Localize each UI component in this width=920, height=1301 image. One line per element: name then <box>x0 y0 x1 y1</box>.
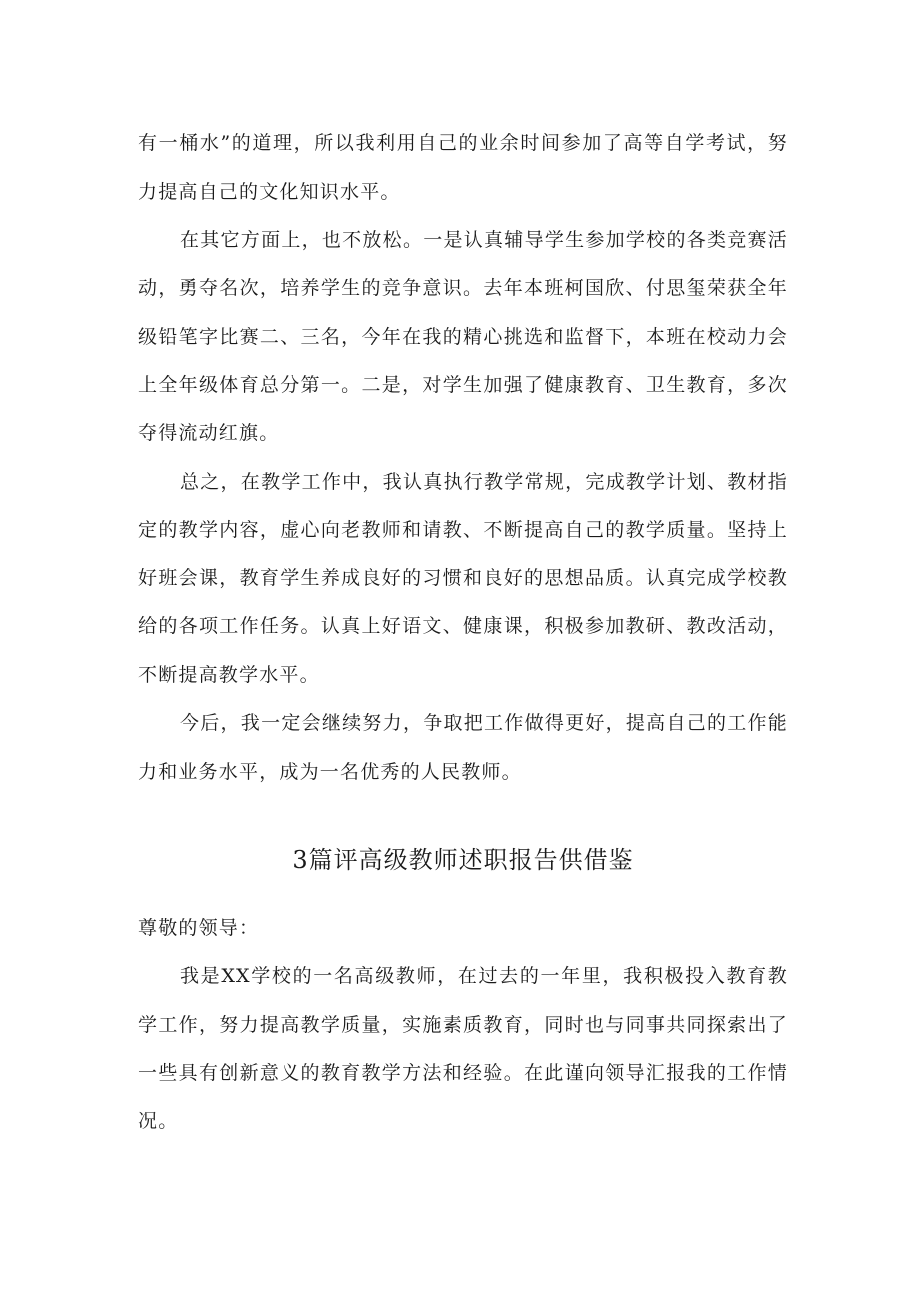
salutation: 尊敬的领导： <box>138 917 260 939</box>
section-title: 3篇评高级教师述职报告供借鉴 <box>292 846 634 874</box>
paragraph-2-line-4: 上全年级体育总分第一。二是，对学生加强了健康教育、卫生教育，多次 <box>138 374 788 396</box>
paragraph-5-line-1: 我是XX学校的一名高级教师，在过去的一年里，我积极投入教育教 <box>180 965 788 987</box>
paragraph-5-line-2: 学工作，努力提高教学质量，实施素质教育，同时也与同事共同探索出了 <box>138 1014 788 1036</box>
paragraph-2-line-2: 动，勇夺名次，培养学生的竞争意识。去年本班柯国欣、付思玺荣获全年 <box>138 277 788 299</box>
paragraph-3-line-5: 不断提高教学水平。 <box>138 664 320 686</box>
paragraph-1-line-1: 有一桶水”的道理，所以我利用自己的业余时间参加了高等自学考试，努 <box>138 132 788 154</box>
paragraph-2-line-1: 在其它方面上，也不放松。一是认真辅导学生参加学校的各类竞赛活 <box>180 229 788 251</box>
paragraph-3-line-3: 好班会课，教育学生养成良好的习惯和良好的思想品质。认真完成学校教 <box>138 567 788 589</box>
paragraph-3-line-1: 总之，在教学工作中，我认真执行教学常规，完成教学计划、教材指 <box>180 471 788 493</box>
paragraph-5-line-4: 况。 <box>138 1110 179 1132</box>
paragraph-4-line-2: 力和业务水平，成为一名优秀的人民教师。 <box>138 761 522 783</box>
paragraph-2-line-3: 级铅笔字比赛二、三名，今年在我的精心挑选和监督下，本班在校动力会 <box>138 326 788 348</box>
paragraph-5-line-3: 一些具有创新意义的教育教学方法和经验。在此谨向领导汇报我的工作情 <box>138 1062 788 1084</box>
paragraph-1-line-2: 力提高自己的文化知识水平。 <box>138 181 401 203</box>
paragraph-4-line-1: 今后，我一定会继续努力，争取把工作做得更好，提高自己的工作能 <box>180 712 788 734</box>
paragraph-3-line-4: 给的各项工作任务。认真上好语文、健康课，积极参加教研、教改活动， <box>138 615 788 637</box>
paragraph-3-line-2: 定的教学内容，虚心向老教师和请教、不断提高自己的教学质量。坚持上 <box>138 519 788 541</box>
paragraph-2-line-5: 夺得流动红旗。 <box>138 422 280 444</box>
